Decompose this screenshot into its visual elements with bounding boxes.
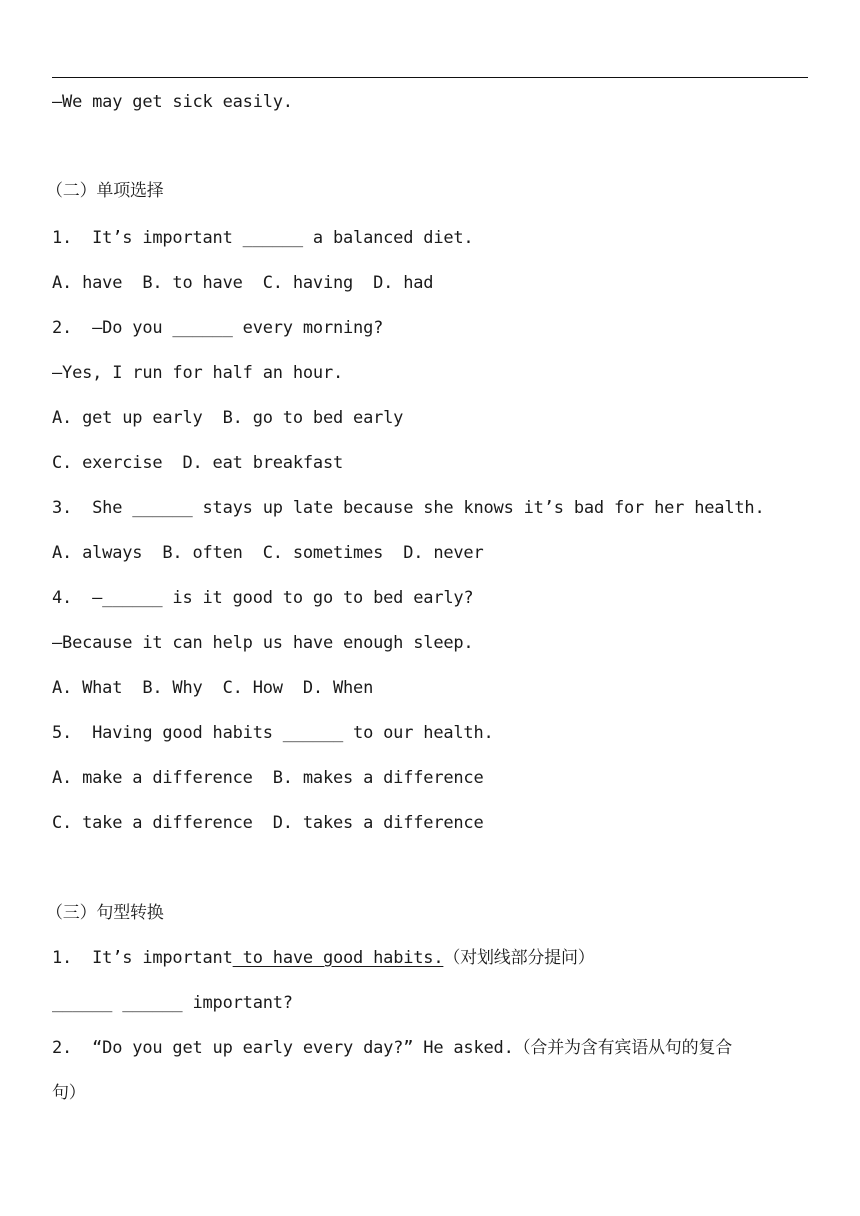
question-4-reply: —Because it can help us have enough sleep.: [52, 633, 474, 653]
question-4-options: A. What B. Why C. How D. When: [52, 678, 374, 698]
question-2-options-line-1: A. get up early B. go to bed early: [52, 408, 404, 428]
question-5-options-line-1: A. make a difference B. makes a difference: [52, 768, 484, 788]
transform-1-stem: [52, 946, 595, 970]
section-three-heading: （三）句型转换: [46, 903, 164, 923]
question-2-stem: 2. —Do you ______ every morning?: [52, 318, 384, 338]
question-1-options: A. have B. to have C. having D. had: [52, 273, 434, 293]
previous-answer-line: —We may get sick easily.: [52, 92, 293, 112]
question-1-stem: 1. It’s important ______ a balanced diet.: [52, 228, 474, 248]
header-rule: [52, 77, 808, 78]
question-2-options-line-2: C. exercise D. eat breakfast: [52, 453, 344, 473]
question-5-stem: 5. Having good habits ______ to our health.: [52, 723, 494, 743]
transform-1-underlined-part: to have good habits.: [232, 948, 444, 968]
section-two-heading: （二）单项选择: [46, 181, 164, 201]
transform-2-stem: 2. “Do you get up early every day?” He asked.（合并为含有宾语从句的复合: [52, 1038, 733, 1058]
transform-1-instruction: （对划线部分提问）: [443, 948, 595, 968]
question-3-options: A. always B. often C. sometimes D. never: [52, 543, 484, 563]
question-4-stem: 4. —______ is it good to go to bed early?: [52, 588, 474, 608]
question-2-reply: —Yes, I run for half an hour.: [52, 363, 344, 383]
question-5-options-line-2: C. take a difference D. takes a difference: [52, 813, 484, 833]
transform-1-prefix: 1. It’s important: [52, 948, 233, 968]
transform-1-answer-line: ______ ______ important?: [52, 993, 293, 1013]
transform-2-stem-continued: 句）: [52, 1083, 86, 1103]
question-3-stem: 3. She ______ stays up late because she knows it’s bad for her health.: [52, 498, 765, 518]
